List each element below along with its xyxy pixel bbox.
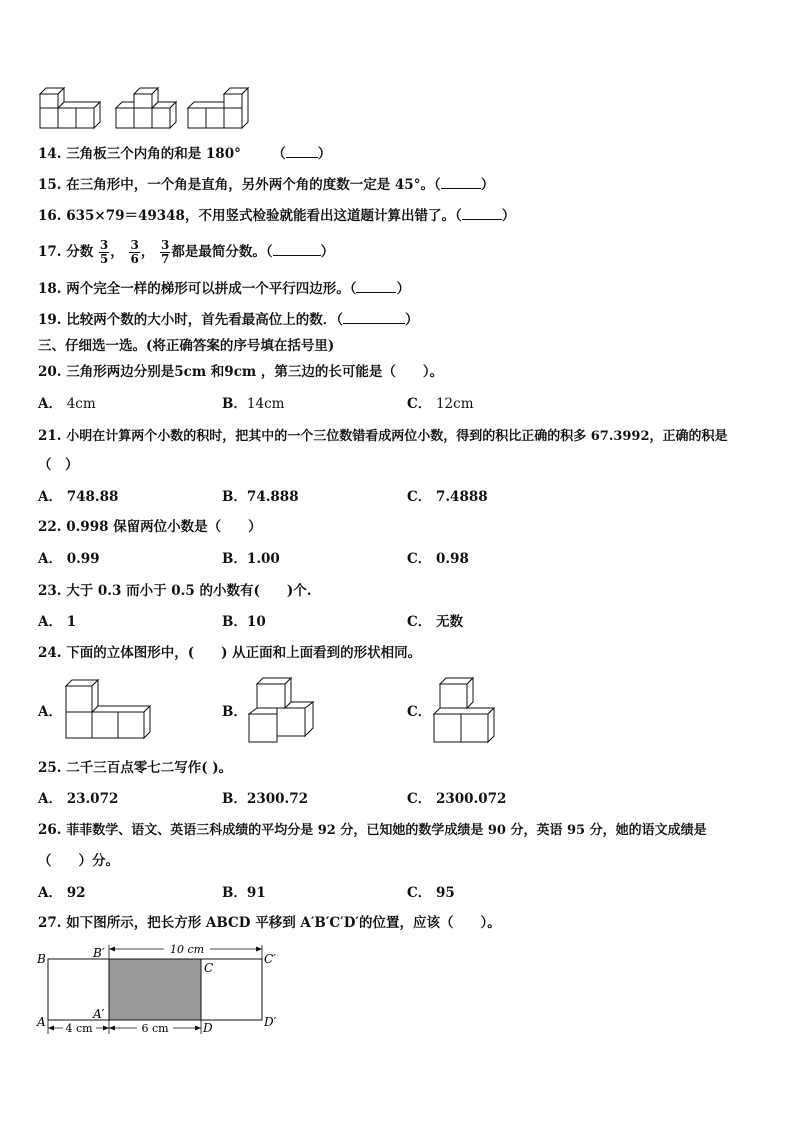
question-text: 两个完全一样的梯形可以拼成一个平行四边形。: [66, 281, 350, 297]
question-number: 25.: [38, 760, 62, 776]
answer-blank[interactable]: [273, 243, 321, 256]
option-c[interactable]: C． 12cm: [407, 396, 474, 412]
label-d-prime: D′: [264, 1015, 277, 1029]
question-21: [38, 427, 728, 446]
question-20: [38, 363, 443, 381]
answer-blank[interactable]: [441, 176, 481, 189]
option-b[interactable]: B．91: [222, 885, 266, 901]
question-23: [38, 582, 311, 600]
option-b[interactable]: B．1.00: [222, 551, 280, 567]
question-27: [38, 914, 501, 932]
label-a-prime: A′: [93, 1007, 105, 1021]
label-b-prime: B′: [93, 946, 105, 960]
question-number: 22.: [38, 519, 62, 535]
option-c[interactable]: C． 无数: [407, 614, 463, 630]
solid-figure-a: [64, 678, 154, 742]
question-text: 三角板三个内角的和是 180°: [66, 146, 241, 162]
question-26: [38, 821, 707, 840]
label-a: A: [37, 1015, 46, 1029]
answer-blank[interactable]: [356, 280, 396, 293]
cube-figure-2: [116, 88, 176, 128]
option-a[interactable]: A． 1: [38, 614, 77, 630]
cube-figures-top: [38, 86, 253, 131]
solid-figure-b: [247, 674, 322, 744]
question-number: 14.: [38, 146, 62, 162]
option-c[interactable]: C． 2300.072: [407, 791, 507, 807]
dimension-10cm: 10 cm: [169, 943, 205, 956]
option-b[interactable]: B．: [222, 704, 247, 720]
question-number: 16.: [38, 208, 62, 224]
question-14: 14. 三角板三个内角的和是 180° （ ）: [38, 146, 332, 162]
question-number: 27.: [38, 915, 62, 931]
question-number: 15.: [38, 177, 62, 193]
shaded-overlap: [109, 959, 201, 1020]
question-text: 下面的立体图形中，( ) 从正面和上面看到的形状相同。: [66, 645, 422, 661]
question-number: 21.: [38, 428, 62, 444]
label-d: D: [203, 1021, 213, 1035]
fraction-2: $\frac{3}{6}$: [130, 238, 139, 266]
question-number: 23.: [38, 583, 62, 599]
question-text: 大于 0.3 而小于 0.5 的小数有( )个.: [66, 583, 312, 599]
question-number: 26.: [38, 822, 62, 838]
question-text: 635×79＝49348，不用竖式检验就能看出这道题计算出错了。: [66, 208, 455, 224]
cube-figure-1: [40, 88, 100, 128]
answer-blank[interactable]: [343, 311, 405, 324]
dimension-4cm: 4 cm: [65, 1022, 93, 1035]
question-text: 菲菲数学、语文、英语三科成绩的平均分是 92 分，已知她的数学成绩是 90 分，英语 95 分，她的语文成绩是: [66, 823, 707, 838]
label-b: B: [37, 952, 46, 966]
option-b[interactable]: B．74.888: [222, 489, 299, 505]
question-21-cont: （ ）: [38, 457, 79, 473]
question-text: 在三角形中，一个角是直角，另外两个角的度数一定是 45°。: [66, 177, 434, 193]
option-c[interactable]: C． 95: [407, 885, 455, 901]
answer-blank[interactable]: [462, 207, 502, 220]
question-text: 0.998 保留两位小数是（ ）: [66, 519, 262, 535]
question-number: 17.: [38, 244, 62, 260]
question-26-cont: （ ）分。: [38, 853, 119, 869]
option-a[interactable]: A． 23.072: [38, 791, 119, 807]
option-c[interactable]: C．: [407, 704, 432, 720]
question-16: 16. 635×79＝49348，不用竖式检验就能看出这道题计算出错了。（ ）: [38, 208, 516, 224]
option-b[interactable]: B．10: [222, 614, 266, 630]
option-a[interactable]: A．: [38, 704, 62, 720]
solid-figure-c: [432, 676, 502, 746]
question-text: 比较两个数的大小时，首先看最高位上的数．: [66, 312, 337, 328]
translation-figure: [34, 942, 284, 1038]
question-number: 24.: [38, 645, 62, 661]
question-text: 小明在计算两个小数的积时，把其中的一个三位数错看成两位小数，得到的积比正确的积多 67.3992，正确的积是: [66, 429, 728, 444]
section-title: 三、仔细选一选。(将正确答案的序号填在括号里): [38, 338, 335, 354]
label-c: C: [204, 961, 214, 975]
option-b[interactable]: B．14cm: [222, 396, 285, 412]
question-text: 二千三百点零七二写作( )。: [66, 760, 233, 776]
option-c[interactable]: C． 7.4888: [407, 489, 488, 505]
question-17: 17. 分数 $\frac{3}{5}$ ， $\frac{3}{6}$ ， $\frac{3}{7}$ 都是最简分数。（ ）: [38, 238, 335, 266]
fraction-3: $\frac{3}{7}$: [161, 238, 170, 266]
question-number: 18.: [38, 281, 62, 297]
question-24: [38, 644, 421, 662]
dimension-6cm: 6 cm: [141, 1022, 169, 1035]
question-number: 20.: [38, 364, 62, 380]
label-c-prime: C′: [264, 952, 276, 966]
option-c[interactable]: C． 0.98: [407, 551, 469, 567]
answer-blank[interactable]: [286, 145, 318, 158]
question-18: 18. 两个完全一样的梯形可以拼成一个平行四边形。（ ）: [38, 281, 410, 297]
option-a[interactable]: A． 92: [38, 885, 86, 901]
question-15: 15. 在三角形中，一个角是直角，另外两个角的度数一定是 45°。（ ）: [38, 177, 495, 193]
cube-figure-3: [188, 88, 248, 128]
question-text: 三角形两边分别是5cm 和9cm ，第三边的长可能是（ ）。: [66, 364, 444, 380]
option-a[interactable]: A． 748.88: [38, 489, 119, 505]
question-number: 19.: [38, 312, 62, 328]
option-a[interactable]: A． 0.99: [38, 551, 100, 567]
question-25: [38, 759, 232, 777]
question-22: [38, 518, 262, 536]
question-text: 如下图所示，把长方形 ABCD 平移到 A′B′C′D′的位置，应该（ ）。: [66, 915, 501, 931]
question-19: 19. 比较两个数的大小时，首先看最高位上的数．（ ）: [38, 312, 419, 328]
option-b[interactable]: B．2300.72: [222, 791, 308, 807]
option-a[interactable]: A． 4cm: [38, 396, 96, 412]
fraction-1: $\frac{3}{5}$: [99, 238, 109, 266]
